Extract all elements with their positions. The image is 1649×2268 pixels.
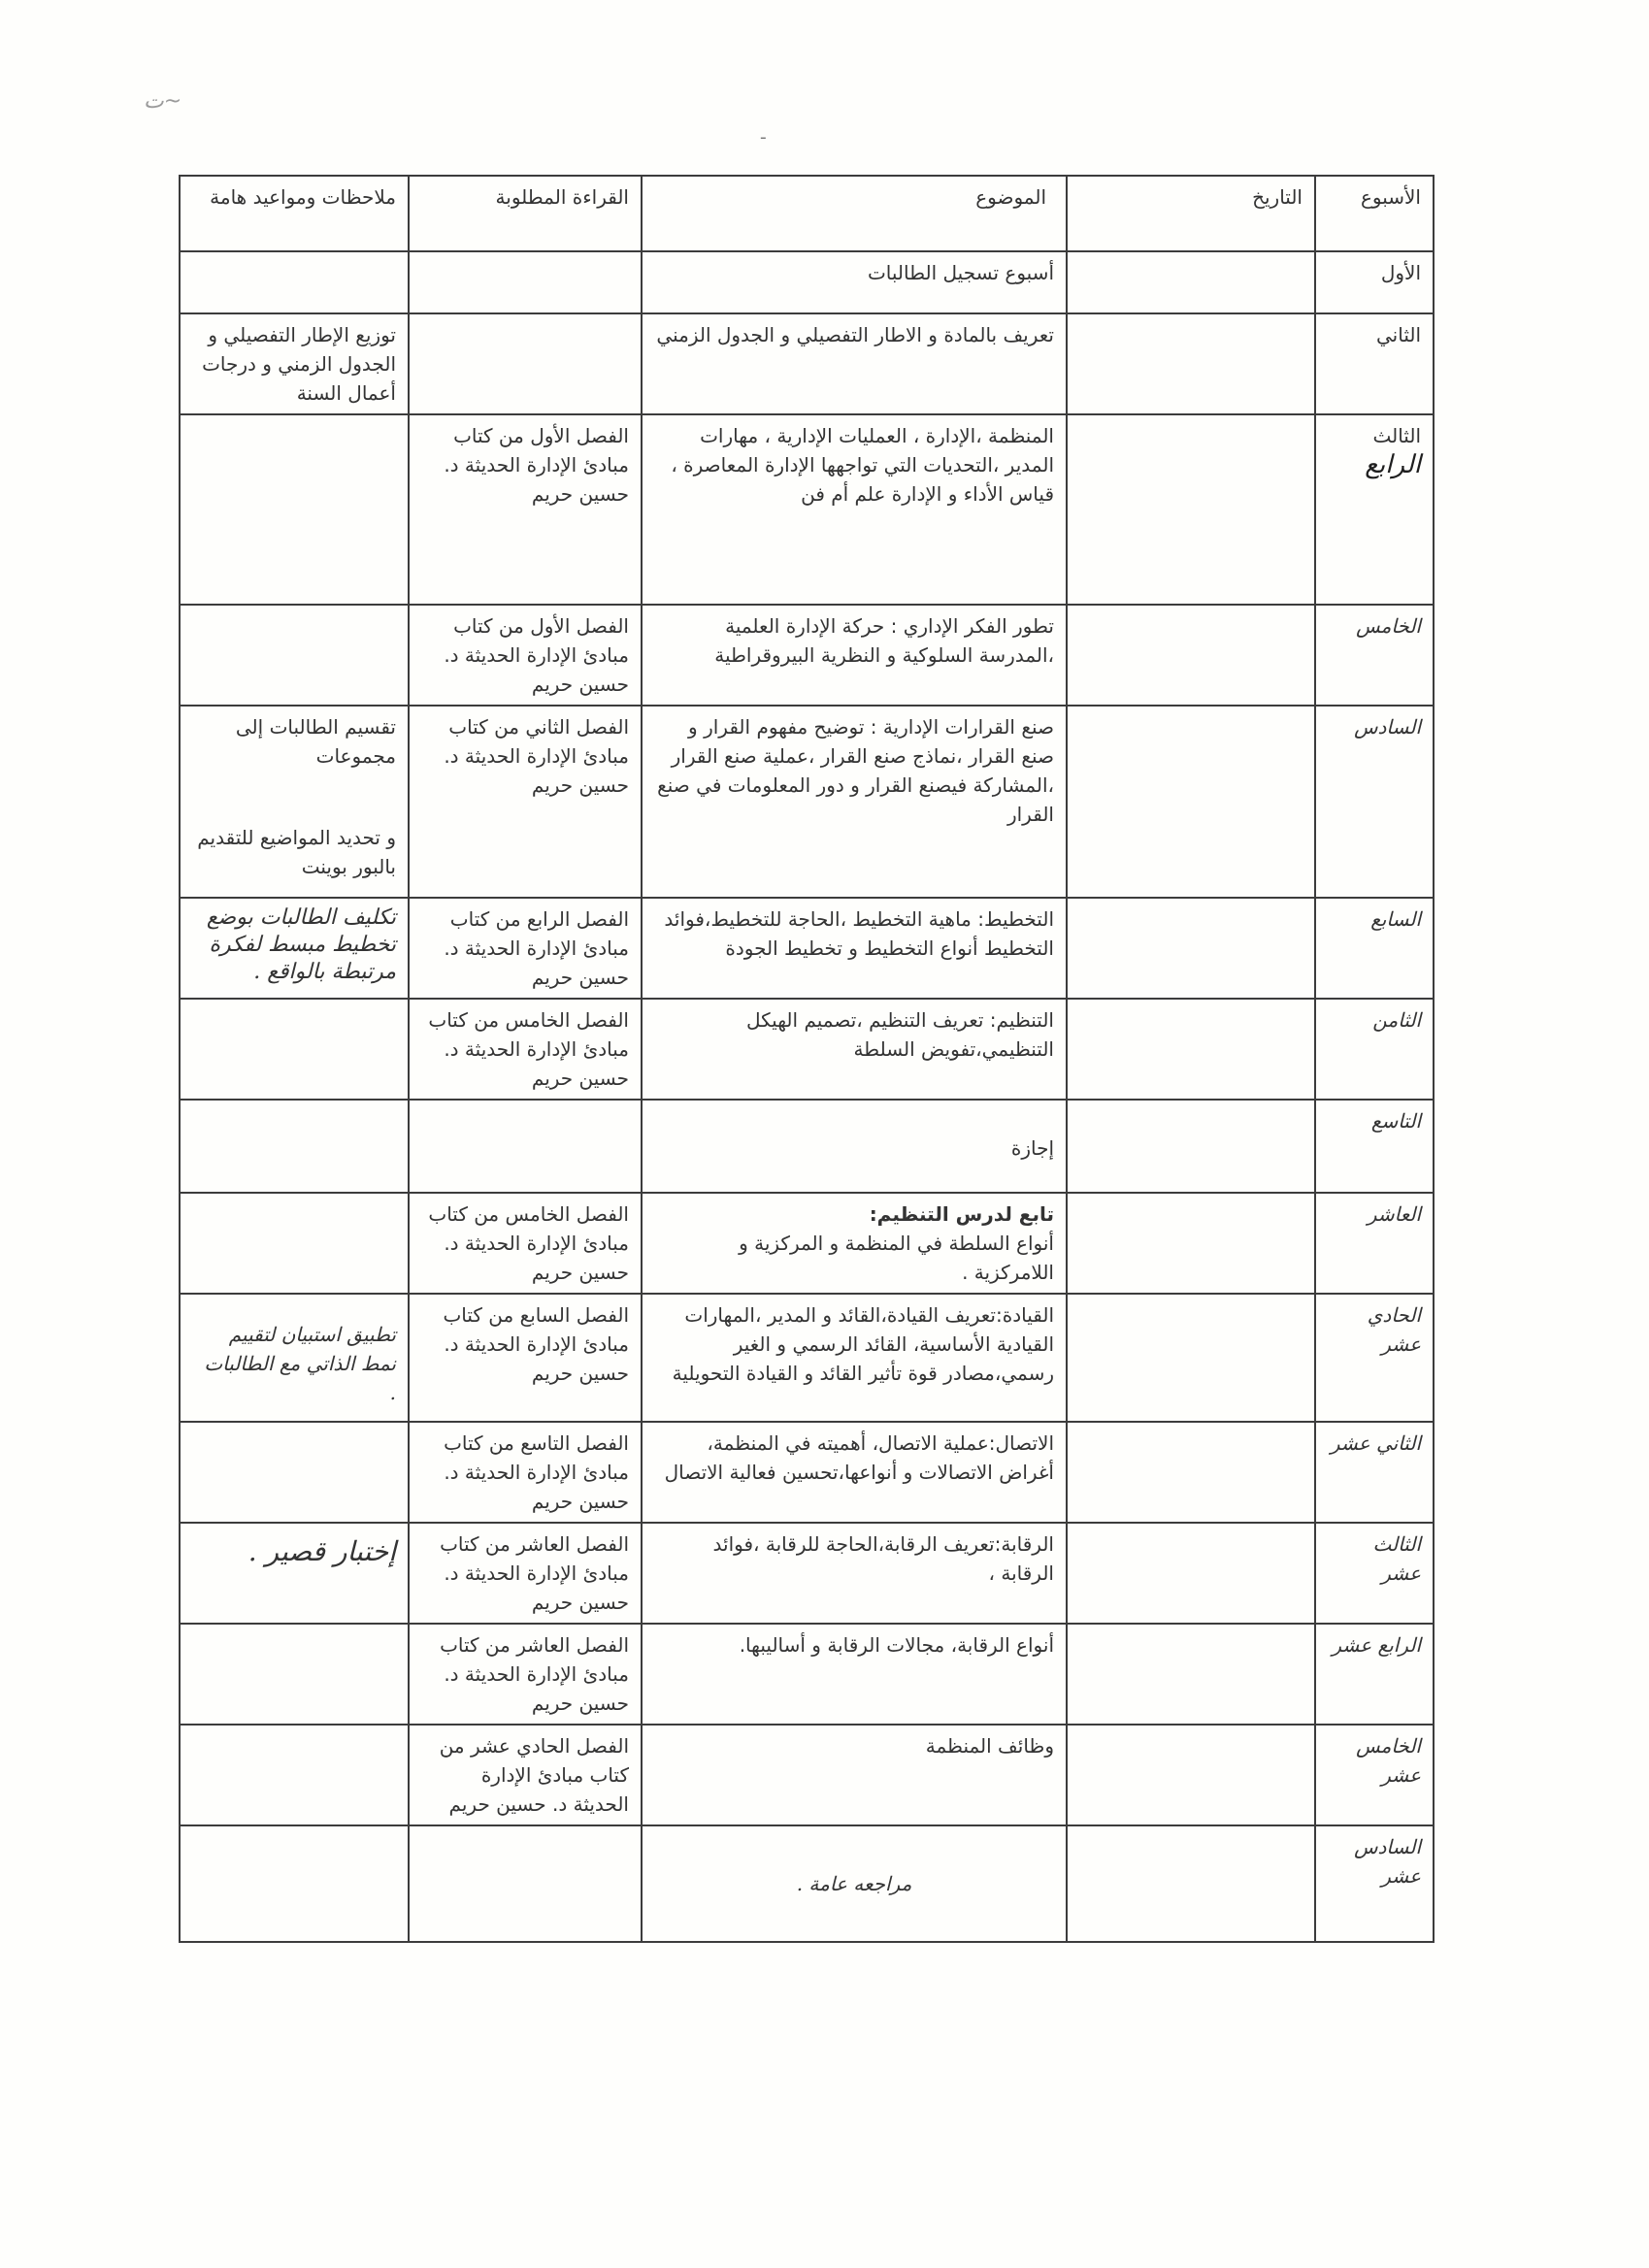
notes-cell xyxy=(180,1825,409,1942)
table-row xyxy=(180,1294,1434,1422)
top-mark: ـ xyxy=(761,124,766,143)
header-topic: الموضوع xyxy=(642,176,1067,251)
week-cell: السادس xyxy=(1315,706,1434,898)
table-row xyxy=(180,1624,1434,1725)
week-cell: الثامن xyxy=(1315,999,1434,1100)
date-cell xyxy=(1067,1100,1315,1193)
reading-cell: الفصل العاشر من كتاب مبادئ الإدارة الحديثة د. حسين حريم xyxy=(409,1624,642,1725)
reading-cell xyxy=(409,1100,642,1193)
table-row xyxy=(180,1725,1434,1825)
week-cell: الثاني عشر xyxy=(1315,1422,1434,1523)
header-reading: القراءة المطلوبة xyxy=(409,176,642,251)
header-week: الأسبوع xyxy=(1315,176,1434,251)
reading-cell xyxy=(409,313,642,414)
table-row xyxy=(180,898,1434,999)
week-cell: الأول xyxy=(1315,251,1434,313)
reading-cell: الفصل الخامس من كتاب مبادئ الإدارة الحديثة د. حسين حريم xyxy=(409,1193,642,1294)
notes-cell xyxy=(180,414,409,605)
topic-handwritten: مراجعه عامة . xyxy=(642,1825,1067,1942)
reading-cell xyxy=(409,1825,642,1942)
date-cell xyxy=(1067,414,1315,605)
table-row xyxy=(180,1825,1434,1942)
date-cell xyxy=(1067,605,1315,706)
date-cell xyxy=(1067,1422,1315,1523)
notes-handwritten: تكليف الطالبات بوضع تخطيط مبسط لفكرة مرتبطة بالواقع . xyxy=(180,898,409,999)
week-cell: الخامس عشر xyxy=(1315,1725,1434,1825)
week-cell: العاشر xyxy=(1315,1193,1434,1294)
table-row xyxy=(180,1523,1434,1624)
date-cell xyxy=(1067,1523,1315,1624)
topic-cell: وظائف المنظمة xyxy=(642,1725,1067,1825)
date-cell xyxy=(1067,1193,1315,1294)
notes-handwritten: إختبار قصير . xyxy=(180,1523,409,1624)
schedule-table xyxy=(179,175,1435,1943)
table-row xyxy=(180,1422,1434,1523)
notes-cell xyxy=(180,999,409,1100)
header-row xyxy=(180,176,1434,251)
notes-cell xyxy=(180,251,409,313)
topic-cell xyxy=(642,1193,1067,1294)
notes-cell xyxy=(180,1624,409,1725)
topic-cell: أسبوع تسجيل الطالبات xyxy=(642,251,1067,313)
topic-cell: التخطيط: ماهية التخطيط ،الحاجة للتخطيط،فوائد التخطيط أنواع التخطيط و تخطيط الجودة xyxy=(642,898,1067,999)
notes-cell xyxy=(180,1422,409,1523)
date-cell xyxy=(1067,313,1315,414)
table-row xyxy=(180,605,1434,706)
reading-cell: الفصل الخامس من كتاب مبادئ الإدارة الحديثة د. حسين حريم xyxy=(409,999,642,1100)
table-row xyxy=(180,313,1434,414)
week-cell: الثاني xyxy=(1315,313,1434,414)
reading-cell: الفصل الأول من كتاب مبادئ الإدارة الحديثة د. حسين حريم xyxy=(409,414,642,605)
week-cell: الثالث عشر xyxy=(1315,1523,1434,1624)
table-row xyxy=(180,414,1434,605)
table-row xyxy=(180,999,1434,1100)
date-cell xyxy=(1067,251,1315,313)
table-row xyxy=(180,706,1434,898)
topic-cell: تعريف بالمادة و الاطار التفصيلي و الجدول الزمني xyxy=(642,313,1067,414)
topic-cell: تطور الفكر الإداري : حركة الإدارة العلمية ،المدرسة السلوكية و النظرية البيروقراطية xyxy=(642,605,1067,706)
notes-line: تقسيم الطالبات إلى مجموعات xyxy=(235,715,396,768)
notes-cell xyxy=(180,605,409,706)
date-cell xyxy=(1067,1624,1315,1725)
table-row xyxy=(180,1100,1434,1193)
notes-handwritten: تطبيق استبيان لتقييم نمط الذاتي مع الطالبات . xyxy=(180,1294,409,1422)
topic-cell: القيادة:تعريف القيادة،القائد و المدير ،المهارات القيادية الأساسية، القائد الرسمي و الغير رسمي،مصادر قوة تأثير القائد و القيادة التحويلية xyxy=(642,1294,1067,1422)
week-cell xyxy=(1315,414,1434,605)
reading-cell: الفصل الأول من كتاب مبادئ الإدارة الحديثة د. حسين حريم xyxy=(409,605,642,706)
topic-cell: المنظمة ،الإدارة ، العمليات الإدارية ، مهارات المدير ،التحديات التي تواجهها الإدارة المعاصرة ، قياس الأداء و الإدارة علم أم فن xyxy=(642,414,1067,605)
margin-mark: ت~ xyxy=(144,89,182,114)
topic-cell: إجازة xyxy=(642,1100,1067,1193)
reading-cell: الفصل العاشر من كتاب مبادئ الإدارة الحديثة د. حسين حريم xyxy=(409,1523,642,1624)
week-cell: الخامس xyxy=(1315,605,1434,706)
notes-cell xyxy=(180,1100,409,1193)
topic-cell: أنواع الرقابة، مجالات الرقابة و أساليبها. xyxy=(642,1624,1067,1725)
reading-cell: الفصل الرابع من كتاب مبادئ الإدارة الحديثة د. حسين حريم xyxy=(409,898,642,999)
table-row xyxy=(180,1193,1434,1294)
topic-cell: صنع القرارات الإدارية : توضيح مفهوم القرار و صنع القرار ،نماذج صنع القرار ،عملية صنع القرار ،المشاركة فيصنع القرار و دور المعلومات في صنع القرار xyxy=(642,706,1067,898)
notes-line: و تحديد المواضيع للتقديم بالبور بوينت xyxy=(197,826,396,878)
week-handwritten: الرابع xyxy=(1365,450,1421,479)
week-cell: التاسع xyxy=(1315,1100,1434,1193)
header-notes: ملاحظات ومواعيد هامة xyxy=(180,176,409,251)
table-row xyxy=(180,251,1434,313)
date-cell xyxy=(1067,1294,1315,1422)
topic-cell: الاتصال:عملية الاتصال، أهميته في المنظمة، أغراض الاتصالات و أنواعها،تحسين فعالية الاتصال xyxy=(642,1422,1067,1523)
date-cell xyxy=(1067,1825,1315,1942)
date-cell xyxy=(1067,898,1315,999)
week-cell: السادس عشر xyxy=(1315,1825,1434,1942)
week-cell: الحادي عشر xyxy=(1315,1294,1434,1422)
reading-cell xyxy=(409,251,642,313)
reading-cell: الفصل الثاني من كتاب مبادئ الإدارة الحديثة د. حسين حريم xyxy=(409,706,642,898)
notes-cell xyxy=(180,1193,409,1294)
reading-cell: الفصل الحادي عشر من كتاب مبادئ الإدارة الحديثة د. حسين حريم xyxy=(409,1725,642,1825)
topic-cell: الرقابة:تعريف الرقابة،الحاجة للرقابة ،فوائد الرقابة ، xyxy=(642,1523,1067,1624)
date-cell xyxy=(1067,999,1315,1100)
notes-cell: توزيع الإطار التفصيلي و الجدول الزمني و درجات أعمال السنة xyxy=(180,313,409,414)
topic-text: أنواع السلطة في المنظمة و المركزية و اللامركزية . xyxy=(739,1232,1054,1284)
reading-cell: الفصل السابع من كتاب مبادئ الإدارة الحديثة د. حسين حريم xyxy=(409,1294,642,1422)
week-cell: الرابع عشر xyxy=(1315,1624,1434,1725)
date-cell xyxy=(1067,706,1315,898)
topic-cell: التنظيم: تعريف التنظيم ،تصميم الهيكل التنظيمي،تفويض السلطة xyxy=(642,999,1067,1100)
notes-cell xyxy=(180,706,409,898)
header-date: التاريخ xyxy=(1067,176,1315,251)
week-cell: السابع xyxy=(1315,898,1434,999)
topic-heading: تابع لدرس التنظيم: xyxy=(869,1202,1054,1226)
notes-cell xyxy=(180,1725,409,1825)
date-cell xyxy=(1067,1725,1315,1825)
week-label: الثالث xyxy=(1372,424,1421,447)
reading-cell: الفصل التاسع من كتاب مبادئ الإدارة الحديثة د. حسين حريم xyxy=(409,1422,642,1523)
